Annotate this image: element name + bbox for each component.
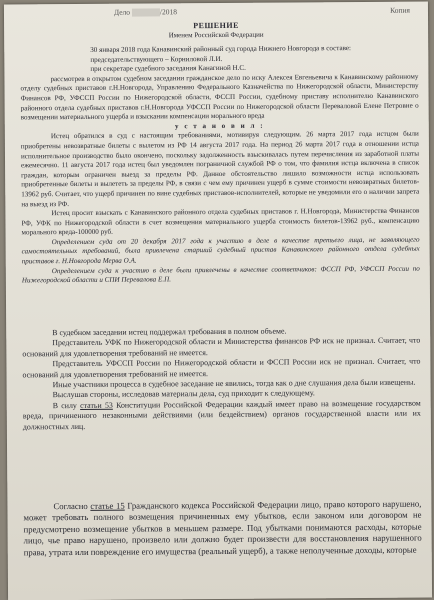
article-15-text: Гражданского кодекса Российской Федерации лицо, право которого нарушено, может требовать полного возмещения причиненных ему убытков, если законом или договором не предусмотрено возмещение убытков в меньшем размере. Под убытками понимаются расходы, которые лицо, чье право нарушено, произвело или должно будет произвести для восстановления нарушенного права, утрата или повреждение его имущества (реальный ущерб), а также неполученные доходы, которые xyxy=(23,498,422,557)
document-subtitle: Именем Российской Федерации xyxy=(168,30,264,40)
request-paragraph: Истец просит взыскать с Канавинского районного отдела судебных приставов г. Н.Новгорода, Министерства Финансов РФ, УФК по Нижегородской области в счет возмещения материального ущерба стоимость билетов-13962 руб., компенсацию морального вреда-100000 руб. xyxy=(21,206,420,237)
case-number xyxy=(114,7,177,17)
case-label: Дело xyxy=(113,7,131,17)
article-15-link[interactable]: статье 15 xyxy=(90,500,125,511)
heard-paragraph: Выслушав стороны, исследовав материалы дела, суд приходит к следующему. xyxy=(52,388,315,400)
claim-paragraph: Истец обратился в суд с настоящим требованиями, мотивируя следующим. 26 марта 2017 года истцом были приобретены невозвратные билеты с вылетом из РФ 14 августа 2017 года. На период 26 марта 2017 года в отношении истца исполнительное производство было окончено, поскольку задолженность взыскивалась путем перечисления из заработной платы ежемесячно. 11 августа 2017 года истец был уведомлен пограничной службой РФ о том, что фамилия истца включена в список граждан, которым ограничен выезд за пределы РФ. Данное обстоятельство лишило возможности истца использовать приобретенные билеты и вылететь за пределы РФ, в связи с чем ему причинен ущерб в сумме стоимости невозвратных билетов- 13962 руб. Считает, что ущерб причинен по вине судебных приставов-исполнителей, которые не уведомили его о наличии запрета на выезд из РФ. xyxy=(20,129,420,208)
established-heading: у с т а н о в и л : xyxy=(174,121,265,131)
document-title: РЕШЕНИЕ xyxy=(193,20,239,31)
document-page xyxy=(4,2,432,600)
article-53-paragraph xyxy=(23,398,421,432)
document-body xyxy=(20,44,420,287)
article-15-lead: Согласно xyxy=(53,500,88,512)
secretary-line: при секретаре судебного заседания Канагиной Н.С. xyxy=(90,63,246,74)
article-15-section xyxy=(23,499,421,559)
redacted-number xyxy=(132,9,160,17)
ruling-paragraph-2: Определением суда к участию в деле были привлечены в качестве соответчиков: ФССП РФ, УФССП России по Нижегородской области и СПИ Перевалова Е.П. xyxy=(21,264,420,285)
hearing-paragraph: В судебном заседании истец поддержал требования в полном объеме. xyxy=(52,326,287,338)
hearing-section xyxy=(22,326,421,433)
article-53-lead: В силу xyxy=(52,400,77,410)
chair-line: председательствующего – Корниловой Л.И. xyxy=(90,54,223,64)
ufssp-paragraph: Представитель УФССП России по Нижегородской области и ФССП России иск не признал. Считает, что оснований для удовлетворения требований не имеется. xyxy=(22,356,421,379)
article-53-text: Конституции Российской Федерации каждый имеет право на возмещение государством вреда, причиненного незаконными действиями (или бездействием) органов государственной власти или их должностных лиц. xyxy=(22,398,421,432)
others-paragraph: Иные участники процесса в судебное заседание не явились, тогда как о дне слушания дела были извещены. xyxy=(52,377,416,390)
ufk-paragraph: Представитель УФК по Нижегородской области и Министерства финансов РФ иск не признал. Считает, что оснований для удовлетворения требований не имеется. xyxy=(22,335,421,359)
article-15-paragraph xyxy=(23,499,421,559)
intro-paragraph: 30 января 2018 года Канавинский районный суд города Нижнего Новгорода в составе: xyxy=(90,44,352,54)
copy-mark: Копия xyxy=(390,5,411,15)
article-53-link[interactable]: статьи 53 xyxy=(80,400,113,410)
ruling-paragraph-1: Определением суда от 20 декабря 2017 года к участию в деле в качестве третьего лица, не заявляющего самостоятельных требований, была привлечена старший судебный пристав Канавинского районного отдела судебных приставов г. Н.Новгорода Мерва О.А. xyxy=(21,235,420,266)
case-year: /2018 xyxy=(159,7,178,17)
case-paragraph: рассмотрев в открытом судебном заседании гражданское дело по иску Алексея Евгеньевича к Канавинскому районному отделу судебных приставов г.Н.Новгорода, Управлению Федерального Казначейства по Нижегородской области, Министерству Финансов РФ, УФССП России по Нижегородской области, ФССП России, судебному приставу исполнителю Канавинского районного отдела судебных приставов г.Н.Новгорода УФССП России по Нижегородской области Переваловой Елене Петровне о возмещении материального ущерба и взыскании компенсации морального вреда xyxy=(20,72,419,122)
